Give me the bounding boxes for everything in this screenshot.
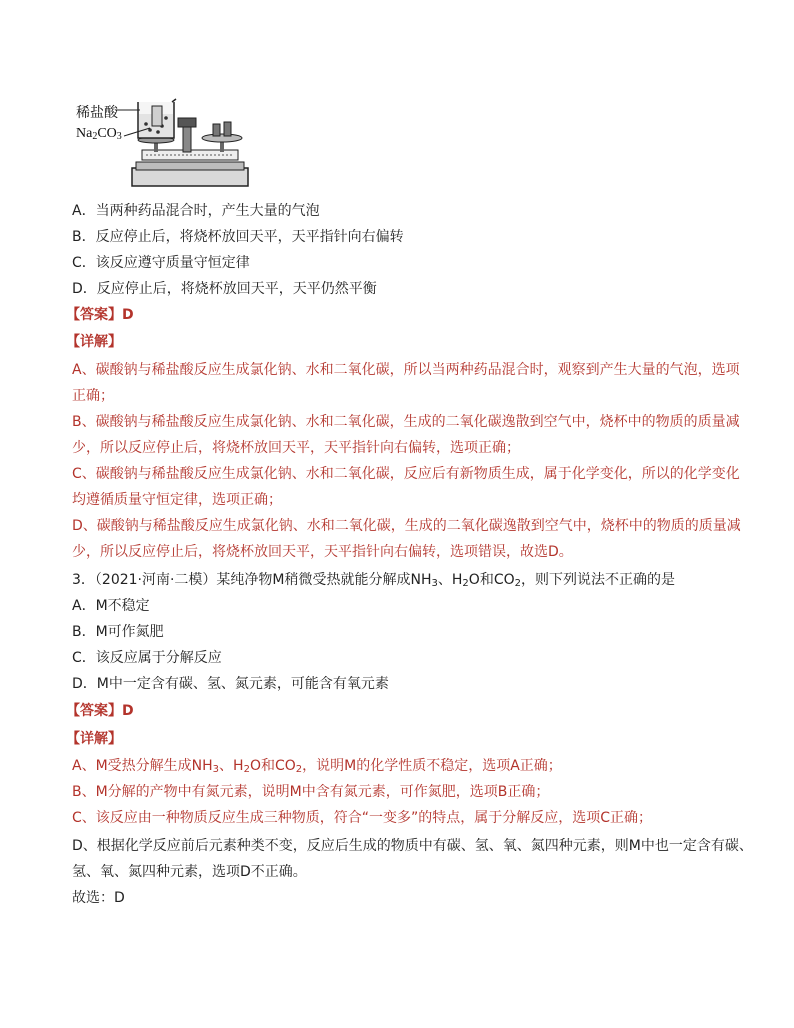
q2-detail-line: 少，所以反应停止后，将烧杯放回天平，天平指针向右偏转，选项错误，故选D。 bbox=[72, 544, 573, 560]
q2-option-a: A．当两种药品混合时，产生大量的气泡 bbox=[72, 203, 320, 219]
q3-stem: 3．（2021·河南·二模）某纯净物M稍微受热就能分解成$NH_3$、$H_2O$和$CO_2$，则下列说法不正确的是 bbox=[72, 572, 675, 589]
q2-detail-line: D、碳酸钠与稀盐酸反应生成氯化钠、水和二氧化碳，生成的二氧化碳逸散到空气中，烧杯中的物质的质量减 bbox=[72, 518, 741, 534]
q2-detail-line: B、碳酸钠与稀盐酸反应生成氯化钠、水和二氧化碳，生成的二氧化碳逸散到空气中，烧杯中的物质的质量减 bbox=[72, 414, 740, 430]
q3-option-a: A．M不稳定 bbox=[72, 598, 150, 614]
balance-figure bbox=[72, 96, 272, 196]
q3-detail-line: 氢、氧、氮四种元素，选项D不正确。 bbox=[72, 864, 307, 880]
label-na2co3: $Na_2CO_3$ bbox=[76, 126, 122, 142]
q2-option-c: C．该反应遵守质量守恒定律 bbox=[72, 255, 250, 271]
q2-detail-line: C、碳酸钠与稀盐酸反应生成氯化钠、水和二氧化碳，反应后有新物质生成，属于化学变化，所以的化学变化 bbox=[72, 466, 740, 482]
q2-detail-line: 均遵循质量守恒定律，选项正确； bbox=[72, 492, 282, 508]
q2-detail-line: 少，所以反应停止后，将烧杯放回天平，天平指针向右偏转，选项正确； bbox=[72, 440, 520, 456]
q3-detail-heading: 【详解】 bbox=[66, 731, 122, 747]
q3-option-d: D．M中一定含有碳、氢、氮元素，可能含有氧元素 bbox=[72, 676, 389, 692]
label-dilute-hcl: 稀盐酸 bbox=[76, 106, 118, 121]
q3-detail-line: D、根据化学反应前后元素种类不变，反应后生成的物质中有碳、氢、氧、氮四种元素，则M中也一定含有碳、 bbox=[72, 838, 753, 854]
q2-option-b: B．反应停止后，将烧杯放回天平，天平指针向右偏转 bbox=[72, 229, 404, 245]
q3-detail-line: C、该反应由一种物质反应生成三种物质，符合“一变多”的特点，属于分解反应，选项C正确； bbox=[72, 810, 653, 826]
q2-answer: 【答案】D bbox=[66, 307, 134, 323]
q3-option-c: C．该反应属于分解反应 bbox=[72, 650, 222, 666]
q2-detail-line: A、碳酸钠与稀盐酸反应生成氯化钠、水和二氧化碳，所以当两种药品混合时，观察到产生大量的气泡，选项 bbox=[72, 362, 740, 378]
q3-final-answer: 故选：D bbox=[72, 890, 125, 906]
q3-detail-line: A、M受热分解生成$NH_3$、$H_2O$和$CO_2$，说明M的化学性质不稳定，选项A正确； bbox=[72, 758, 562, 775]
q2-detail-line: 正确； bbox=[72, 388, 114, 404]
q3-option-b: B．M可作氮肥 bbox=[72, 624, 164, 640]
q3-detail-line: B、M分解的产物中有氮元素，说明M中含有氮元素，可作氮肥，选项B正确； bbox=[72, 784, 550, 800]
q3-answer: 【答案】D bbox=[66, 703, 134, 719]
q2-detail-heading: 【详解】 bbox=[66, 334, 122, 350]
q2-option-d: D．反应停止后，将烧杯放回天平，天平仍然平衡 bbox=[72, 281, 377, 297]
